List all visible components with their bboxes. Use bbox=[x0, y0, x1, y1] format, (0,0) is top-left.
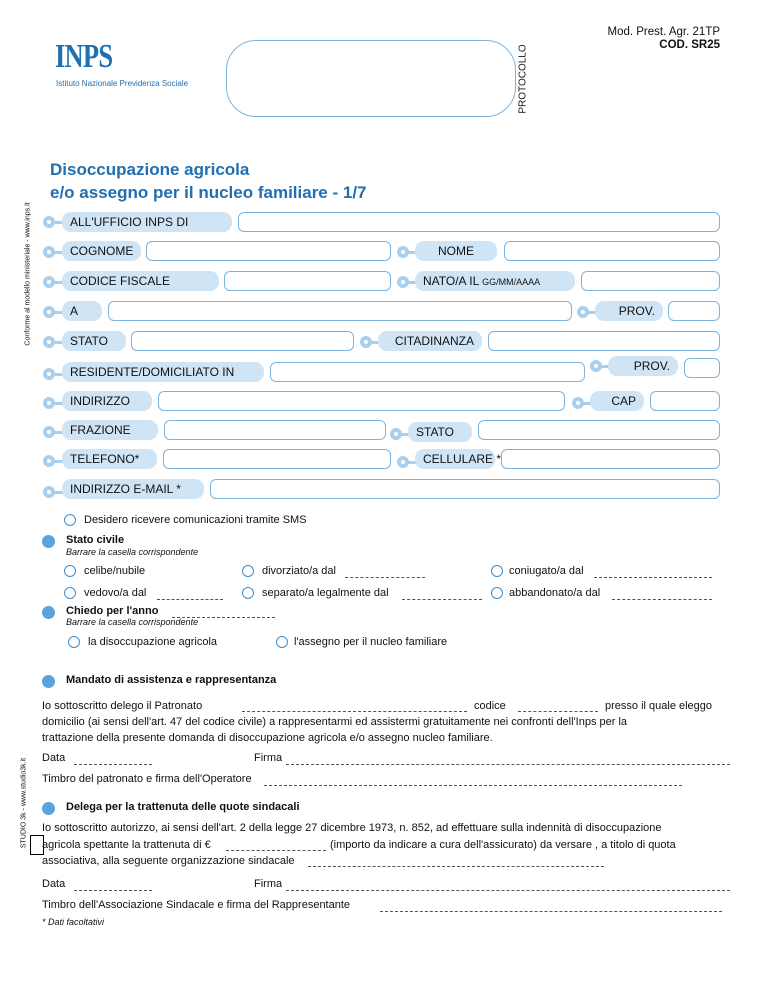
data-label: Data bbox=[42, 752, 66, 764]
coniugato-checkbox[interactable] bbox=[491, 565, 503, 577]
delega-firma-label: Firma bbox=[254, 878, 283, 890]
vedovo-date-line[interactable] bbox=[157, 588, 223, 600]
celibe-label: celibe/nubile bbox=[84, 565, 146, 577]
cognome-label: COGNOME bbox=[62, 241, 141, 261]
sms-checkbox[interactable] bbox=[64, 514, 76, 526]
coniugato-label: coniugato/a dal bbox=[509, 565, 584, 577]
celibe-checkbox[interactable] bbox=[64, 565, 76, 577]
cellulare-label: CELLULARE * bbox=[415, 449, 495, 469]
telefono-input[interactable] bbox=[163, 449, 391, 469]
bullet-icon bbox=[42, 675, 55, 688]
divorziato-date-line[interactable] bbox=[345, 566, 425, 578]
inps-logo-subtitle: Istituto Nazionale Previdenza Sociale bbox=[56, 79, 189, 88]
importo-line[interactable] bbox=[226, 839, 326, 851]
cap-input[interactable] bbox=[650, 391, 720, 411]
form-code: COD. SR25 bbox=[659, 39, 720, 51]
separato-checkbox[interactable] bbox=[242, 587, 254, 599]
mandato-title: Mandato di assistenza e rappresentanza bbox=[66, 674, 277, 686]
divorziato-label: divorziato/a dal bbox=[262, 565, 336, 577]
cap-label: CAP bbox=[590, 391, 644, 411]
coniugato-date-line[interactable] bbox=[594, 566, 712, 578]
prov-residenza-label: PROV. bbox=[608, 356, 678, 376]
indirizzo-label: INDIRIZZO bbox=[62, 391, 152, 411]
disoccupazione-label: la disoccupazione agricola bbox=[88, 636, 218, 648]
side-note-studio: STUDIO 3k - www.studio3k.it bbox=[20, 757, 28, 848]
chiedo-hint: Barrare la casella corrispondente bbox=[66, 617, 199, 627]
mandato-line2: domicilio (ai sensi dell'art. 47 del codice civile) a rappresentarmi ed assistermi gratuitamente nei confronti dell'Inps per la bbox=[42, 716, 628, 728]
timbro-sindacale-label: Timbro dell'Associazione Sindacale e firma del Rappresentante bbox=[42, 899, 351, 911]
delega-firma-line[interactable] bbox=[286, 879, 730, 891]
frazione-label: FRAZIONE bbox=[62, 420, 158, 440]
side-note-inps: Conforme al modello ministeriale - www.inps.it bbox=[24, 202, 32, 346]
bullet-icon bbox=[42, 535, 55, 548]
frazione-input[interactable] bbox=[164, 420, 386, 440]
nome-input[interactable] bbox=[504, 241, 720, 261]
timbro-sindacale-line[interactable] bbox=[380, 900, 722, 912]
codice-label: codice bbox=[474, 700, 506, 712]
sms-label: Desidero ricevere comunicazioni tramite SMS bbox=[84, 514, 307, 526]
codice-fiscale-label: CODICE FISCALE bbox=[62, 271, 219, 291]
delega-data-label: Data bbox=[42, 878, 66, 890]
prov-nascita-label: PROV. bbox=[595, 301, 663, 321]
prov-nascita-input[interactable] bbox=[668, 301, 720, 321]
stato-residenza-input[interactable] bbox=[478, 420, 720, 440]
divorziato-checkbox[interactable] bbox=[242, 565, 254, 577]
abbandonato-checkbox[interactable] bbox=[491, 587, 503, 599]
organizzazione-line[interactable] bbox=[308, 855, 604, 867]
delega-line1: Io sottoscritto autorizzo, ai sensi dell'art. 2 della legge 27 dicembre 1973, n. 852, ad effettuare sulla indennità di disoccupazione bbox=[42, 822, 662, 834]
assegno-label: l'assegno per il nucleo familiare bbox=[294, 636, 448, 648]
cognome-input[interactable] bbox=[146, 241, 391, 261]
delega-title: Delega per la trattenuta delle quote sindacali bbox=[66, 801, 300, 813]
codice-line[interactable] bbox=[518, 700, 598, 712]
model-number: Mod. Prest. Agr. 21TP bbox=[607, 26, 720, 38]
ufficio-label: ALL'UFFICIO INPS DI bbox=[62, 212, 232, 232]
form-title: Disoccupazione agricola bbox=[50, 160, 250, 179]
cittadinanza-input[interactable] bbox=[488, 331, 720, 351]
model-code bbox=[608, 26, 721, 52]
telefono-label: TELEFONO* bbox=[62, 449, 157, 469]
nato-il-input[interactable] bbox=[581, 271, 720, 291]
luogo-nascita-label: A bbox=[62, 301, 102, 321]
abbandonato-date-line[interactable] bbox=[612, 588, 712, 600]
cittadinanza-label: CITADINANZA bbox=[378, 331, 482, 351]
stato-input[interactable] bbox=[131, 331, 354, 351]
form-subtitle: e/o assegno per il nucleo familiare - 1/7 bbox=[50, 183, 367, 202]
delega-line2b: (importo da indicare a cura dell'assicurato) da versare , a titolo di quota bbox=[330, 839, 676, 851]
ufficio-input[interactable] bbox=[238, 212, 720, 232]
bullet-icon bbox=[42, 802, 55, 815]
luogo-nascita-input[interactable] bbox=[108, 301, 572, 321]
indirizzo-input[interactable] bbox=[158, 391, 565, 411]
firma-label: Firma bbox=[254, 752, 283, 764]
residente-label: RESIDENTE/DOMICILIATO IN bbox=[62, 362, 264, 382]
stato-civile-title: Stato civile bbox=[66, 534, 125, 546]
vedovo-label: vedovo/a dal bbox=[84, 587, 147, 599]
stato-label: STATO bbox=[62, 331, 126, 351]
timbro-patronato-line[interactable] bbox=[264, 774, 682, 786]
nome-label: NOME bbox=[415, 241, 497, 261]
email-label: INDIRIZZO E-MAIL * bbox=[62, 479, 204, 499]
protocollo-box[interactable] bbox=[226, 40, 516, 117]
mandato-line3: trattazione della presente domanda di disoccupazione agricola e/o assegno nucleo familiare. bbox=[42, 732, 493, 744]
delega-line3: associativa, alla seguente organizzazione sindacale bbox=[42, 855, 295, 867]
data-line[interactable] bbox=[74, 753, 152, 765]
abbandonato-label: abbandonato/a dal bbox=[509, 587, 601, 599]
protocollo-label: PROTOCOLLO bbox=[517, 43, 529, 114]
eleggo-label: presso il quale eleggo bbox=[605, 700, 713, 712]
vedovo-checkbox[interactable] bbox=[64, 587, 76, 599]
stato-residenza-label: STATO bbox=[408, 422, 472, 442]
delega-data-line[interactable] bbox=[74, 879, 152, 891]
delega-line2a: agricola spettante la trattenuta di € bbox=[42, 839, 211, 851]
separato-date-line[interactable] bbox=[402, 588, 482, 600]
stato-civile-hint: Barrare la casella corrispondente bbox=[66, 547, 199, 557]
chiedo-title: Chiedo per l'anno bbox=[66, 605, 159, 617]
disoccupazione-checkbox[interactable] bbox=[68, 636, 80, 648]
separato-label: separato/a legalmente dal bbox=[262, 587, 389, 599]
inps-logo: INPS bbox=[55, 38, 113, 75]
residente-input[interactable] bbox=[270, 362, 585, 382]
cellulare-input[interactable] bbox=[501, 449, 720, 469]
bullet-icon bbox=[42, 606, 55, 619]
codice-fiscale-input[interactable] bbox=[224, 271, 391, 291]
firma-line[interactable] bbox=[286, 753, 730, 765]
nato-il-label: NATO/A IL GG/MM/AAAA bbox=[415, 271, 575, 291]
assegno-checkbox[interactable] bbox=[276, 636, 288, 648]
timbro-patronato-label: Timbro del patronato e firma dell'Operatore bbox=[42, 773, 252, 785]
mandato-line1: Io sottoscritto delego il Patronato bbox=[42, 700, 203, 712]
footnote: * Dati facoltativi bbox=[42, 917, 105, 927]
prov-residenza-input[interactable] bbox=[684, 358, 720, 378]
patronato-line[interactable] bbox=[242, 700, 467, 712]
date-format-hint: GG/MM/AAAA bbox=[482, 277, 541, 287]
email-input[interactable] bbox=[210, 479, 720, 499]
